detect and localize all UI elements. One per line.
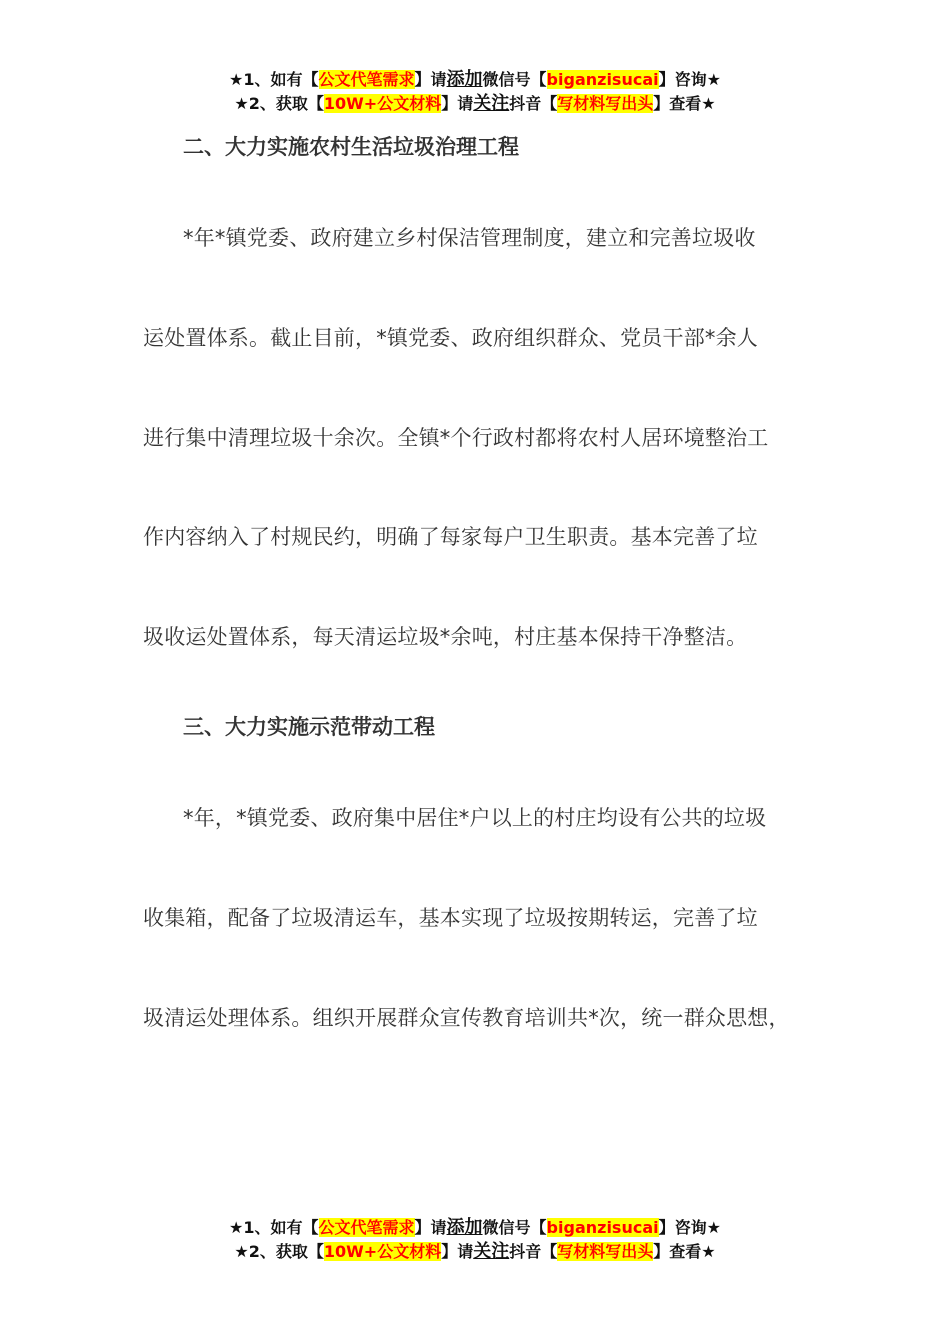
emphasis-follow: 关注	[473, 93, 510, 114]
banner-line-2	[0, 92, 950, 116]
paragraph-line: 运处置体系。截止目前，*镇党委、政府组织群众、党员干部*余人	[143, 326, 758, 350]
highlight-wechat-id: biganzisucai	[546, 1218, 659, 1237]
section-heading-3: 三、大力实施示范带动工程	[183, 715, 435, 739]
banner-text: 】请	[441, 94, 474, 113]
emphasis-add: 添加	[446, 69, 483, 90]
paragraph-line: *年*镇党委、政府建立乡村保洁管理制度，建立和完善垃圾收	[183, 226, 756, 250]
paragraph-line: 圾清运处理体系。组织开展群众宣传教育培训共*次，统一群众思想，	[143, 1006, 790, 1030]
banner-text: 微信号【	[482, 1218, 547, 1237]
banner-text: 】请	[441, 1242, 474, 1261]
banner-text: 】请	[414, 1218, 447, 1237]
highlight-materials: 10W+公文材料	[323, 1242, 442, 1261]
paragraph-line: 进行集中清理垃圾十余次。全镇*个行政村都将农村人居环境整治工	[143, 426, 769, 450]
banner-line-2	[0, 1240, 950, 1264]
banner-text: 】请	[414, 70, 447, 89]
emphasis-add: 添加	[446, 1217, 483, 1238]
emphasis-follow: 关注	[473, 1241, 510, 1262]
paragraph-line: 作内容纳入了村规民约，明确了每家每户卫生职责。基本完善了垃	[143, 525, 758, 549]
section-heading-2: 二、大力实施农村生活垃圾治理工程	[183, 135, 519, 159]
paragraph-line: 收集箱，配备了垃圾清运车，基本实现了垃圾按期转运，完善了垃	[143, 906, 758, 930]
banner-text: 抖音【	[509, 94, 558, 113]
banner-line-1	[0, 68, 950, 92]
banner-line-1	[0, 1216, 950, 1240]
banner-text: 】查看★	[653, 1242, 716, 1261]
highlight-wechat-id: biganzisucai	[546, 70, 659, 89]
paragraph-line: 圾收运处置体系，每天清运垃圾*余吨，村庄基本保持干净整洁。	[143, 625, 748, 649]
header-banner	[0, 68, 950, 116]
highlight-service: 公文代笔需求	[318, 1218, 415, 1237]
banner-text: ★2、获取【	[234, 1242, 324, 1261]
highlight-materials: 10W+公文材料	[323, 94, 442, 113]
banner-text: 】查看★	[653, 94, 716, 113]
banner-text: 】咨询★	[658, 70, 721, 89]
highlight-douyin-account: 写材料写出头	[557, 1242, 654, 1261]
banner-text: ★1、如有【	[229, 70, 319, 89]
highlight-service: 公文代笔需求	[318, 70, 415, 89]
paragraph-line: *年，*镇党委、政府集中居住*户以上的村庄均设有公共的垃圾	[183, 806, 767, 830]
banner-text: 】咨询★	[658, 1218, 721, 1237]
banner-text: ★1、如有【	[229, 1218, 319, 1237]
footer-banner	[0, 1216, 950, 1264]
banner-text: 微信号【	[482, 70, 547, 89]
highlight-douyin-account: 写材料写出头	[557, 94, 654, 113]
banner-text: 抖音【	[509, 1242, 558, 1261]
banner-text: ★2、获取【	[234, 94, 324, 113]
